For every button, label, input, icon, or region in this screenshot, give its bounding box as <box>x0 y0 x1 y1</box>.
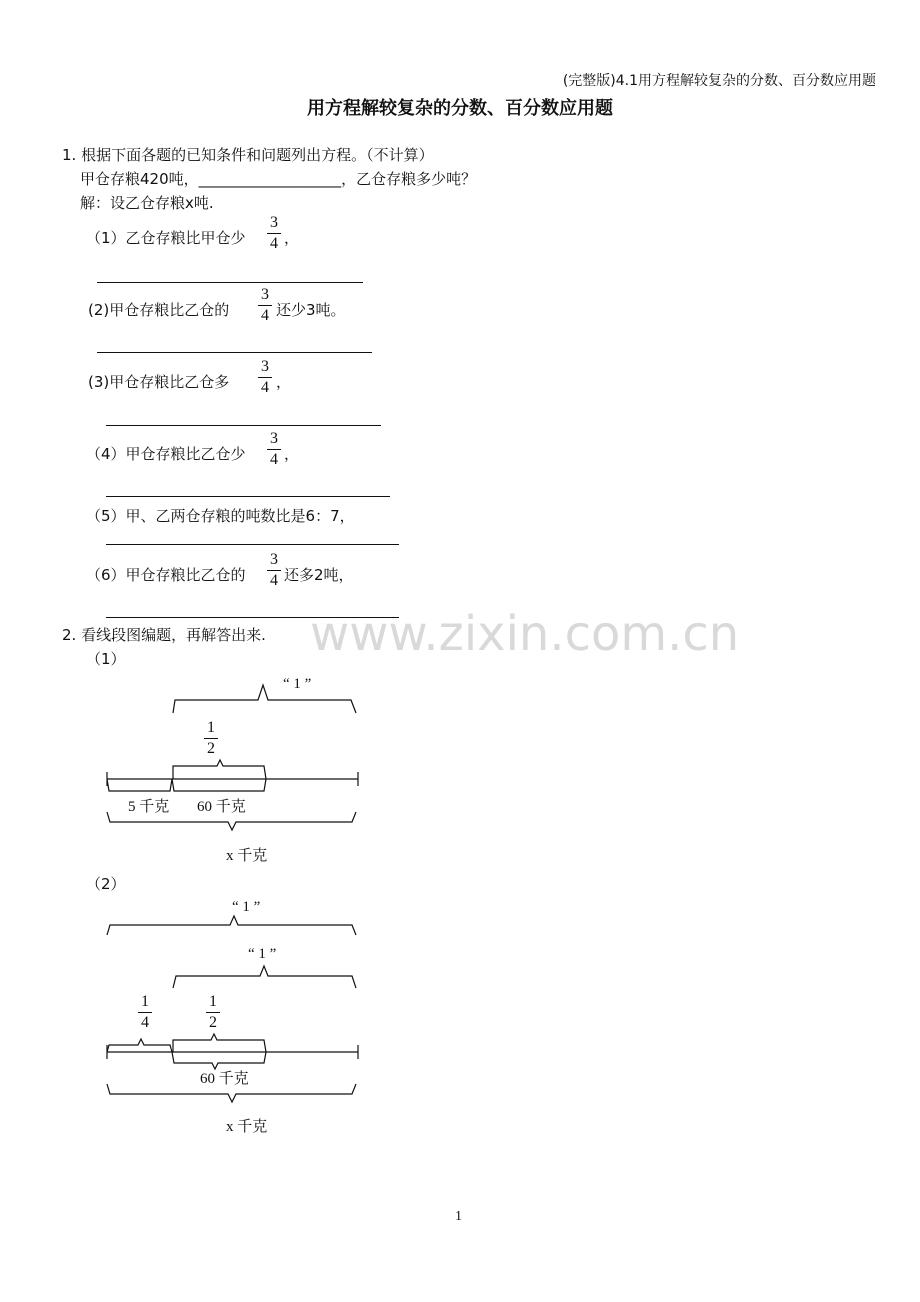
page-number: 1 <box>455 1209 462 1224</box>
watermark: www.zixin.com.cn <box>310 606 740 662</box>
brace-quarter <box>107 1039 172 1052</box>
q1-item-3-tail: ， <box>276 373 292 391</box>
brace-half <box>173 1034 266 1052</box>
diagram-1-label: （1） <box>86 650 126 668</box>
fraction-3-4: 3 4 <box>267 214 281 253</box>
q1-item-2: (2)甲仓存粮比乙仓的 <box>88 301 230 319</box>
fraction-1-4: 1 4 <box>138 993 152 1032</box>
q1-item-5: （5）甲、乙两仓存粮的吨数比是6：7， <box>86 507 355 525</box>
brace-unit-one-mid <box>173 966 356 988</box>
page-title: 用方程解较复杂的分数、百分数应用题 <box>307 98 613 119</box>
fraction-3-4: 3 4 <box>267 430 281 469</box>
q1-stem: 甲仓存粮420吨，___________________，乙仓存粮多少吨？ <box>80 170 477 188</box>
q1-item-6: （6）甲仓存粮比乙仓的 <box>86 566 246 584</box>
segment-5kg-label: 5 千克 <box>128 799 170 815</box>
q1-item-2-tail: 还少3吨。 <box>276 301 346 319</box>
fraction-1-2: 1 2 <box>206 993 220 1032</box>
total-label: x 千克 <box>226 1119 268 1135</box>
running-header: (完整版)4.1用方程解较复杂的分数、百分数应用题 <box>562 73 876 89</box>
fraction-3-4: 3 4 <box>258 286 272 325</box>
q1-item-1: （1）乙仓存粮比甲仓少 <box>86 229 246 247</box>
segment-60kg-label: 60 千克 <box>197 799 246 815</box>
fraction-3-4: 3 4 <box>258 358 272 397</box>
q1-prompt: 1. 根据下面各题的已知条件和问题列出方程。（不计算） <box>62 146 434 164</box>
diagram-2-label: （2） <box>86 875 126 893</box>
unit-one-top-label: “ 1 ” <box>232 899 261 915</box>
fraction-1-2: 1 2 <box>204 719 218 758</box>
q1-item-3: (3)甲仓存粮比乙仓多 <box>88 373 230 391</box>
total-label: x 千克 <box>226 848 268 864</box>
q2-prompt: 2. 看线段图编题，再解答出来. <box>62 626 266 644</box>
q1-item-4: （4）甲仓存粮比乙仓少 <box>86 445 246 463</box>
unit-one-mid-label: “ 1 ” <box>248 946 277 962</box>
brace-unit-one-top <box>107 916 356 935</box>
segment-60kg-label: 60 千克 <box>200 1071 249 1087</box>
q1-item-6-tail: 还多2吨， <box>284 566 354 584</box>
q1-item-1-tail: ， <box>284 229 300 247</box>
q1-item-4-tail: ， <box>284 445 300 463</box>
unit-one-label: “ 1 ” <box>283 676 312 692</box>
q1-solution: 解：设乙仓存粮x吨. <box>80 194 214 212</box>
fraction-3-4: 3 4 <box>267 551 281 590</box>
